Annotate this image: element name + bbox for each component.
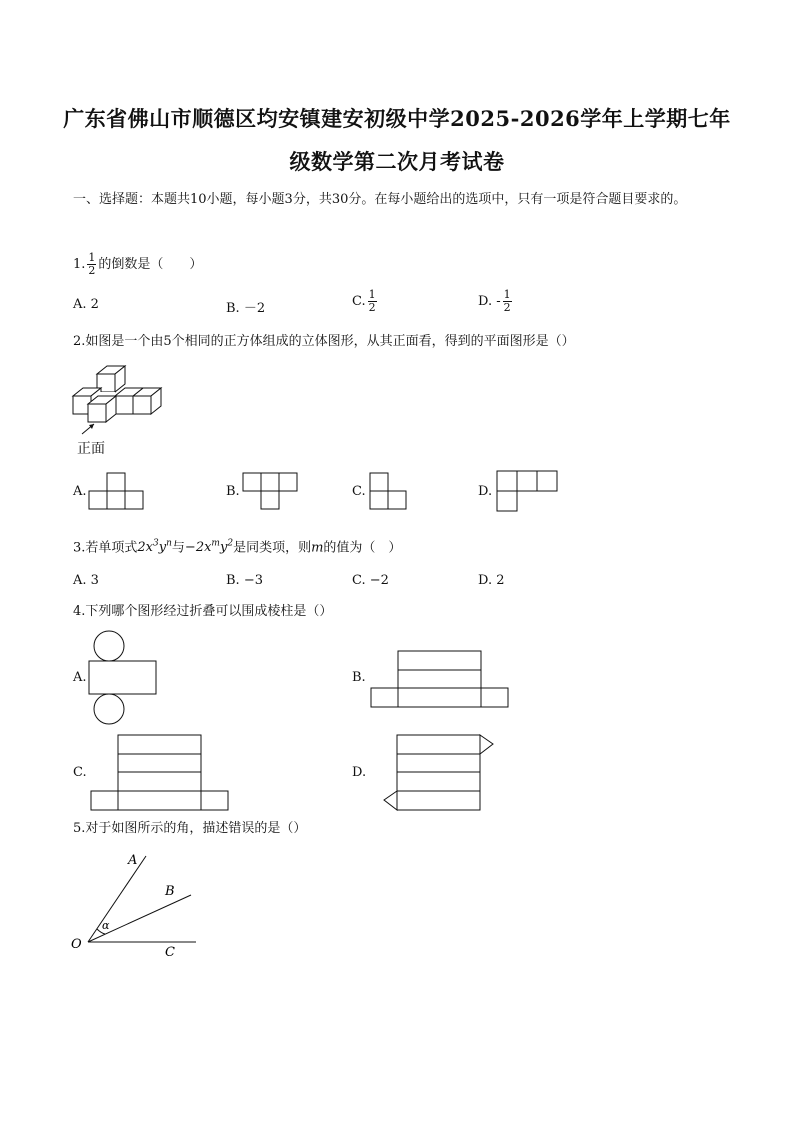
- q3-option-d: D. 2: [478, 573, 505, 588]
- exam-title-line1: 广东省佛山市顺德区均安镇建安初级中学2025-2026学年上学期七年: [63, 106, 731, 131]
- q3-term2: [185, 540, 233, 555]
- q1-option-c-label: C.: [352, 294, 366, 309]
- exam-title-line2: 级数学第二次月考试卷: [289, 149, 505, 174]
- q4-option-d-label: D.: [352, 765, 367, 780]
- q3-suffix1: 是同类项，则: [233, 540, 312, 556]
- q1-c-num: 1: [368, 288, 376, 301]
- q3-suffix2: 的值为（ ）: [323, 540, 402, 556]
- q1-frac-num: 1: [88, 251, 96, 264]
- question-2-text: 2.如图是一个由5个相同的正方体组成的立体图形，从其正面看，得到的平面图形是（）: [73, 334, 575, 349]
- q3-term1-coef: 2x: [137, 540, 154, 556]
- q1-c-den: 2: [368, 301, 376, 314]
- q1-d-den: 2: [503, 301, 511, 314]
- q3-term2-exp1: m: [211, 539, 220, 549]
- q3-term1-exp1: 3: [153, 539, 159, 549]
- q4-option-b-label: B.: [352, 670, 366, 685]
- q4-option-d-figure: [382, 734, 497, 812]
- q3-term2-coef: −2x: [184, 540, 212, 556]
- q3-middle: 与: [171, 540, 185, 556]
- q1-option-d: [478, 289, 514, 314]
- question-5-text: 5.对于如图所示的角，描述错误的是（）: [73, 821, 307, 836]
- q1-option-d-fraction: [503, 289, 512, 314]
- question-3: [73, 535, 401, 557]
- q3-term2-var2: y: [219, 540, 228, 556]
- question-4-text: 4.下列哪个图形经过折叠可以围成棱柱是（）: [73, 604, 333, 619]
- point-a-label: A: [128, 853, 138, 868]
- q2-option-b-figure: [243, 472, 298, 510]
- q1-option-a: A. 2: [73, 297, 99, 312]
- q4-option-c-figure: [90, 734, 230, 812]
- q3-term2-exp2: 2: [227, 539, 234, 549]
- q1-frac-den: 2: [88, 264, 96, 277]
- q1-number: 1.: [73, 257, 86, 272]
- q3-option-b: B. −3: [226, 573, 263, 588]
- point-o-label: O: [71, 937, 82, 952]
- q3-term1-exp2: n: [166, 539, 172, 549]
- q2-option-a-figure: [89, 472, 144, 510]
- q1-option-b: B. －2: [226, 301, 266, 316]
- q5-angle-figure: [66, 850, 206, 962]
- q1-option-c: [352, 289, 379, 314]
- q1-option-c-fraction: [368, 289, 377, 314]
- q2-option-b-label: B.: [226, 484, 240, 499]
- q3-prefix: 3.若单项式: [73, 540, 138, 556]
- q4-option-c-label: C.: [73, 765, 87, 780]
- point-b-label: B: [165, 884, 175, 899]
- angle-alpha-label: α: [102, 919, 110, 932]
- q4-option-a-figure: [88, 630, 158, 725]
- q1-d-num: 1: [503, 288, 511, 301]
- q2-option-d-figure: [496, 470, 558, 512]
- q1-option-d-label: D. -: [478, 294, 501, 309]
- q1-text: 的倒数是（ ）: [98, 257, 203, 272]
- section-intro: 一、选择题：本题共10小题，每小题3分，共30分。在每小题给出的选项中，只有一项是符合题目要求的。: [73, 192, 687, 207]
- q2-option-d-label: D.: [478, 484, 493, 499]
- q4-option-a-label: A.: [73, 670, 87, 685]
- q3-option-a: A. 3: [73, 573, 99, 588]
- q2-option-a-label: A.: [73, 484, 87, 499]
- question-1: [73, 252, 202, 277]
- q1-fraction: [87, 252, 96, 277]
- point-c-label: C: [165, 945, 175, 960]
- q2-option-c-figure: [369, 472, 407, 510]
- q3-term1-var2: y: [158, 540, 167, 556]
- q3-var-m: m: [311, 540, 324, 556]
- q3-term1: [137, 540, 172, 555]
- q2-option-c-label: C.: [352, 484, 366, 499]
- q4-option-b-figure: [370, 650, 510, 710]
- q2-front-label: 正面: [77, 441, 105, 457]
- q3-option-c: C. −2: [352, 573, 389, 588]
